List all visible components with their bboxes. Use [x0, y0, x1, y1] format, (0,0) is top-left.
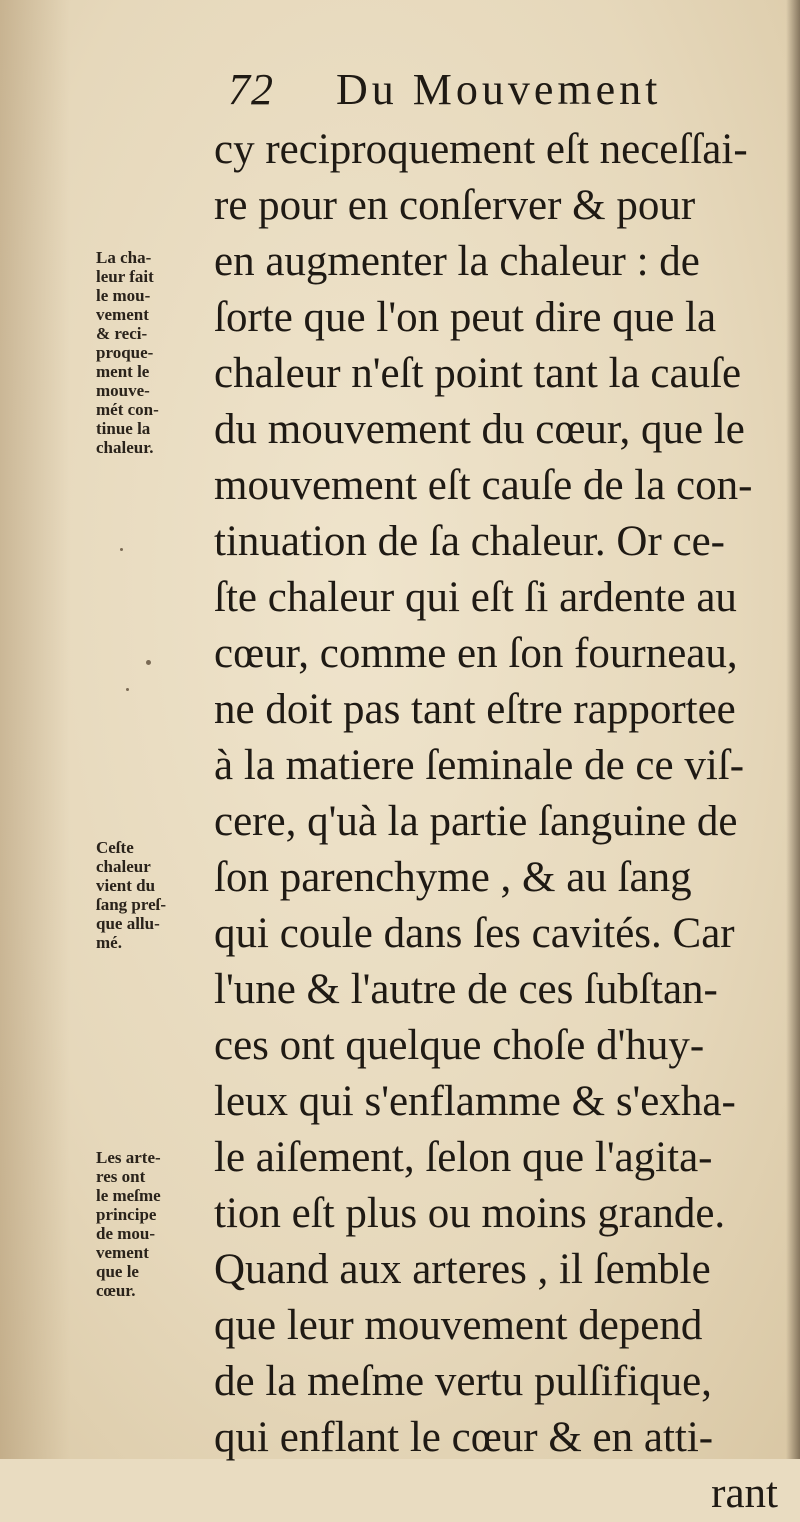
note-line: leur fait: [96, 267, 154, 286]
body-line-19: le aiſement, ſelon que l'agita-: [214, 1134, 713, 1181]
note-line: vement: [96, 1243, 149, 1262]
ink-speck: [120, 548, 123, 551]
note-line: le meſme: [96, 1186, 161, 1205]
body-line-18: leux qui s'enflamme & s'exha-: [214, 1078, 736, 1125]
note-line: mé.: [96, 933, 122, 952]
body-line-9: ſte chaleur qui eſt ſi ardente au: [214, 574, 737, 621]
page-number: 72: [228, 65, 274, 114]
catchword: rant: [711, 1470, 778, 1517]
note-line: vement: [96, 305, 149, 324]
note-line: Les arte-: [96, 1148, 161, 1167]
note-line: mouve-: [96, 381, 150, 400]
note-line: chaleur: [96, 857, 151, 876]
marginal-note-1: [96, 248, 214, 457]
body-line-12: à la matiere ſeminale de ce viſ-: [214, 742, 745, 789]
body-line-17: ces ont quelque choſe d'huy-: [214, 1022, 705, 1069]
body-line-1: cy reciproquement eſt neceſſai-: [214, 126, 748, 173]
ink-speck: [126, 688, 129, 691]
body-line-13: cere, q'uà la partie ſanguine de: [214, 798, 738, 845]
body-line-10: cœur, comme en ſon fourneau,: [214, 630, 738, 677]
note-line: La cha-: [96, 248, 152, 267]
note-line: de mou-: [96, 1224, 156, 1243]
body-line-5: chaleur n'eſt point tant la cauſe: [214, 350, 742, 397]
note-line: que le: [96, 1262, 139, 1281]
note-line: ment le: [96, 362, 150, 381]
body-line-16: l'une & l'autre de ces ſubſtan-: [214, 966, 718, 1013]
running-title: Du Mouvement: [336, 65, 662, 114]
note-line: tinue la: [96, 419, 151, 438]
note-line: principe: [96, 1205, 157, 1224]
running-header: [228, 64, 788, 124]
note-line: & reci-: [96, 324, 148, 343]
body-line-2: re pour en conſerver & pour: [214, 182, 696, 229]
note-line: chaleur.: [96, 438, 154, 457]
note-line: mét con-: [96, 400, 159, 419]
body-line-20: tion eſt plus ou moins grande.: [214, 1190, 726, 1237]
body-line-15: qui coule dans ſes cavités. Car: [214, 910, 735, 957]
body-line-24: qui enflant le cœur & en atti-: [214, 1414, 714, 1461]
note-line: res ont: [96, 1167, 146, 1186]
body-line-6: du mouvement du cœur, que le: [214, 406, 745, 453]
note-line: cœur.: [96, 1281, 136, 1300]
note-line: Ceſte: [96, 838, 134, 857]
note-line: le mou-: [96, 286, 151, 305]
body-line-14: ſon parenchyme , & au ſang: [214, 854, 692, 901]
body-line-21: Quand aux arteres , il ſemble: [214, 1246, 711, 1293]
body-line-7: mouvement eſt cauſe de la con-: [214, 462, 753, 509]
note-line: proque-: [96, 343, 154, 362]
ink-speck: [146, 660, 151, 665]
body-line-3: en augmenter la chaleur : de: [214, 238, 700, 285]
body-line-11: ne doit pas tant eſtre rapportee: [214, 686, 736, 733]
note-line: ſang preſ-: [96, 895, 167, 914]
marginal-note-2: [96, 838, 214, 952]
body-line-23: de la meſme vertu pulſifique,: [214, 1358, 712, 1405]
note-line: que allu-: [96, 914, 160, 933]
note-line: vient du: [96, 876, 156, 895]
marginal-note-3: [96, 1148, 214, 1300]
body-line-22: que leur mouvement depend: [214, 1302, 703, 1349]
body-line-8: tinuation de ſa chaleur. Or ce-: [214, 518, 726, 565]
body-line-4: ſorte que l'on peut dire que la: [214, 294, 717, 341]
